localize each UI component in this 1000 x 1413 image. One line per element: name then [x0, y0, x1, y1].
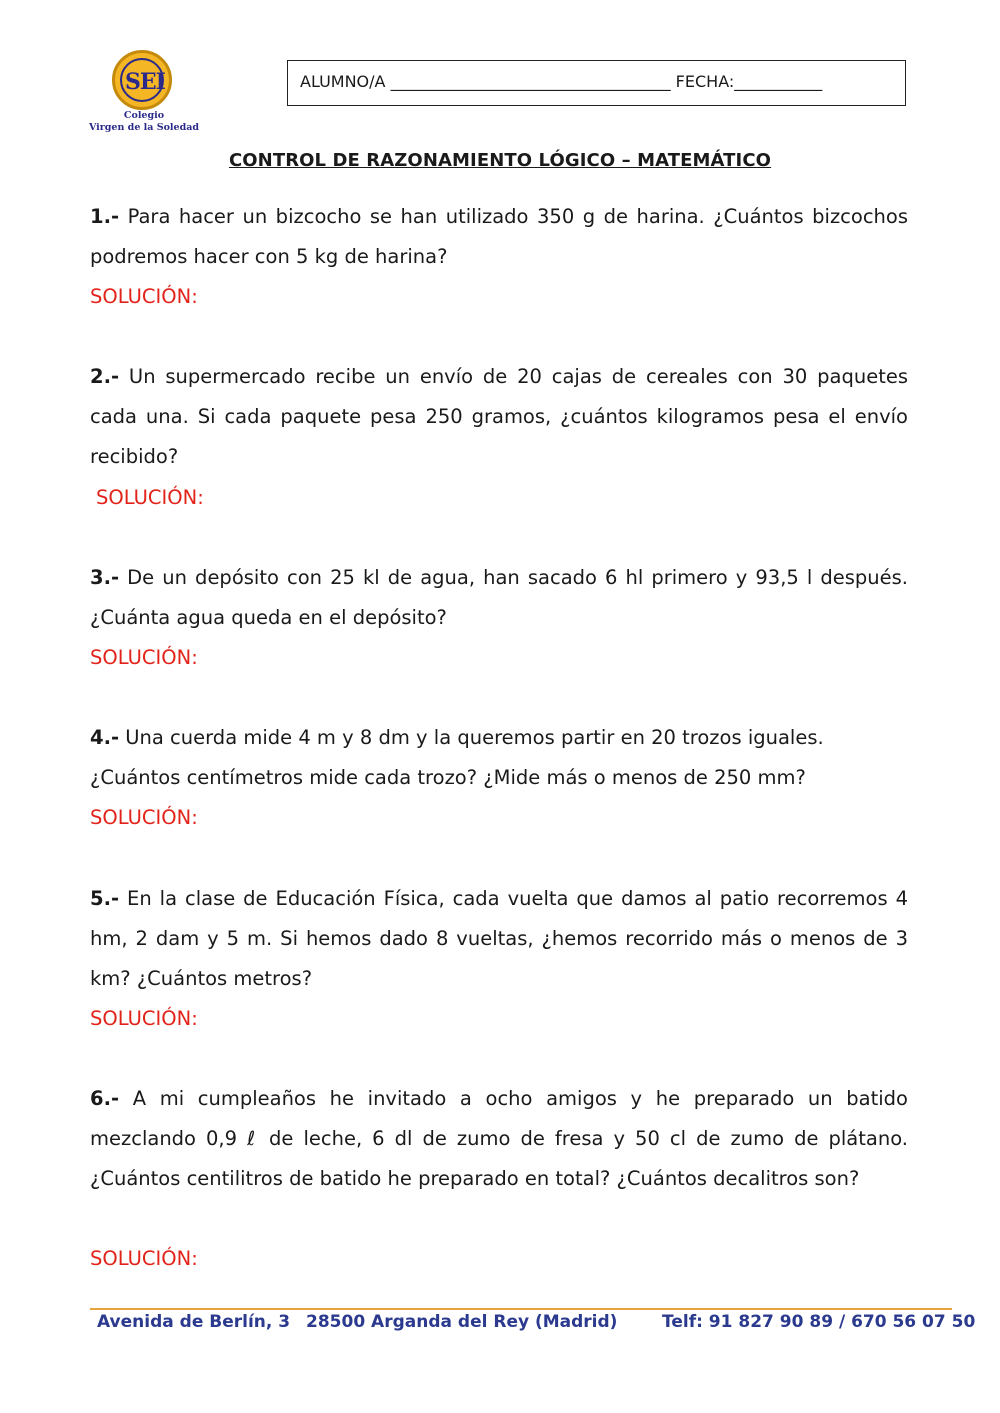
student-name-blank[interactable]: ___________________________________ — [390, 72, 676, 91]
logo-school-name — [88, 110, 200, 134]
solution-label-1: SOLUCIÓN: — [90, 285, 198, 308]
solution-label-4: SOLUCIÓN: — [90, 806, 198, 829]
student-header-box — [287, 60, 906, 106]
question-text: Un supermercado recibe un envío de 20 cajas de cereales con 30 paquetes cada una. Si cada paquete pesa 250 gramos, ¿cuántos kilogramos pesa el envío recibido? — [90, 365, 909, 468]
question-number: 6.- — [90, 1087, 120, 1110]
question-text: Una cuerda mide 4 m y 8 dm y la queremos partir en 20 trozos iguales. ¿Cuántos centímetros mide cada trozo? ¿Mide más o menos de 250 mm? — [90, 726, 824, 789]
solution-label-6: SOLUCIÓN: — [90, 1247, 198, 1270]
question-number: 5.- — [90, 887, 120, 910]
question-text: Para hacer un bizcocho se han utilizado 350 g de harina. ¿Cuántos bizcochos podremos hacer con 5 kg de harina? — [90, 205, 908, 268]
logo-line-1: Colegio — [123, 110, 165, 121]
question-number: 1.- — [90, 205, 120, 228]
school-logo — [88, 50, 200, 136]
solution-label-2: SOLUCIÓN: — [96, 486, 204, 509]
footer-city: 28500 Arganda del Rey (Madrid) — [306, 1312, 618, 1332]
question-1 — [90, 197, 908, 277]
date-blank[interactable]: ___________ — [734, 72, 823, 91]
question-6 — [90, 1079, 908, 1199]
question-3 — [90, 558, 908, 638]
solution-label-5: SOLUCIÓN: — [90, 1007, 198, 1030]
footer-phone: Telf: 91 827 90 89 / 670 56 07 50 — [662, 1312, 976, 1332]
page-title: CONTROL DE RAZONAMIENTO LÓGICO – MATEMÁTICO — [228, 150, 772, 171]
footer-address: Avenida de Berlín, 3 — [97, 1312, 291, 1332]
question-text: De un depósito con 25 kl de agua, han sacado 6 hl primero y 93,5 l después. ¿Cuánta agua queda en el depósito? — [90, 566, 909, 629]
question-4 — [90, 718, 908, 798]
question-2 — [90, 357, 908, 477]
logo-emblem — [112, 50, 172, 110]
question-number: 2.- — [90, 365, 120, 388]
question-number: 4.- — [90, 726, 120, 749]
question-text: A mi cumpleaños he invitado a ocho amigos y he preparado un batido mezclando 0,9 ℓ de leche, 6 dl de zumo de fresa y 50 cl de zumo de plátano. ¿Cuántos centilitros de batido he preparado en total? ¿Cuántos decalitros son? — [90, 1087, 908, 1190]
student-label: ALUMNO/A — [300, 72, 386, 91]
footer-divider — [90, 1308, 952, 1310]
date-label: FECHA: — [675, 72, 735, 91]
solution-label-3: SOLUCIÓN: — [90, 646, 198, 669]
question-text: En la clase de Educación Física, cada vuelta que damos al patio recorremos 4 hm, 2 dam y 5 m. Si hemos dado 8 vueltas, ¿hemos recorrido más o menos de 3 km? ¿Cuántos metros? — [90, 887, 908, 990]
logo-line-2: Virgen de la Soledad — [88, 122, 200, 133]
logo-initials: SEI — [125, 69, 165, 95]
question-number: 3.- — [90, 566, 120, 589]
question-5 — [90, 879, 908, 999]
